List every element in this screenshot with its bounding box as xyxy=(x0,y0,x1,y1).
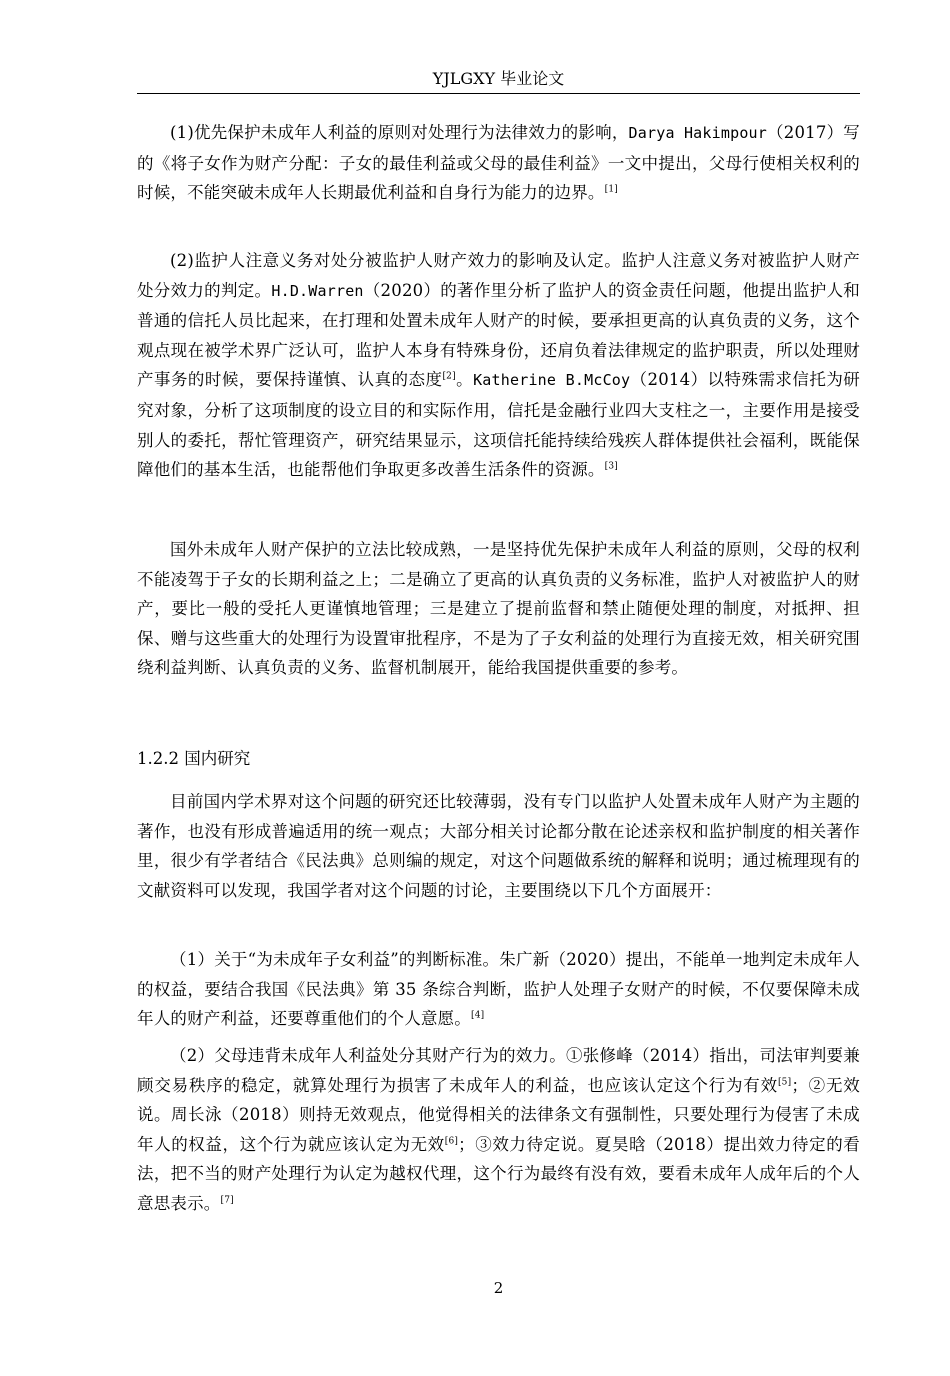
paragraph-2-text-a: (2)监护人注意义务对处分被监护人财产效力的影响及认定。监护人注意义务对被监护人财产处分效力的判定。 xyxy=(137,251,860,300)
paragraph-6-text-a: （2）父母违背未成年人利益处分其财产行为的效力。①张修峰（2014）指出，司法审判要兼顾交易秩序的稳定，就算处理行为损害了未成年人的利益，也应该认定这个行为有效 xyxy=(137,1046,860,1095)
page-number: 2 xyxy=(493,1279,504,1297)
citation-ref-4[interactable]: [4] xyxy=(471,1010,485,1021)
author-name-hakimpour: Darya Hakimpour xyxy=(628,124,768,142)
citation-ref-7[interactable]: [7] xyxy=(220,1195,234,1206)
paragraph-2-text-d: （2014）以特殊需求信托为研究对象，分析了这项制度的设立目的和实际作用，信托是金融行业四大支柱之一，主要作用是接受别人的委托，帮忙管理资产，研究结果显示，这项信托能持续给残疾人群体提供社会福利，既能保障他们的基本生活，也能帮他们争取更多改善生活条件的资源。 xyxy=(137,370,860,480)
header-divider xyxy=(137,93,860,94)
paragraph-5-text: （1）关于“为未成年子女利益”的判断标准。朱广新（2020）提出，不能单一地判定未成年人的权益，要结合我国《民法典》第 35 条综合判断，监护人处理子女财产的时候，不仅要保障未成年人的财产利益，还要尊重他们的个人意愿。 xyxy=(137,950,860,1029)
running-header: YJLGXY 毕业论文 xyxy=(432,69,565,88)
paragraph-1 xyxy=(137,118,860,208)
paragraph-6-text-b: ；②无效说。周长泳（2018）则持无效观点，他觉得相关的法律条文有强制性，只要处理行为侵害了未成年人的权益，这个行为就应该认定为无效 xyxy=(137,1075,860,1154)
paragraph-3: 国外未成年人财产保护的立法比较成熟，一是坚持优先保护未成年人利益的原则，父母的权利不能凌驾于子女的长期利益之上；二是确立了更高的认真负责的义务标准，监护人对被监护人的财产，要比一般的受托人更谨慎地管理；三是建立了提前监督和禁止随便处理的制度，对抵押、担保、赠与这些重大的处理行为设置审批程序，不是为了子女利益的处理行为直接无效，相关研究围绕利益判断、认真负责的义务、监督机制展开，能给我国提供重要的参考。 xyxy=(137,540,860,678)
citation-ref-5[interactable]: [5] xyxy=(777,1077,792,1088)
citation-ref-6[interactable]: [6] xyxy=(444,1136,459,1147)
author-name-warren: H.D.Warren xyxy=(271,281,364,300)
section-heading-domestic-research: 1.2.2 国内研究 xyxy=(137,749,251,768)
citation-ref-1[interactable]: [1] xyxy=(604,184,618,195)
paragraph-5 xyxy=(137,945,860,1034)
paragraph-1-text-b: （2017）写的《将子女作为财产分配：子女的最佳利益或父母的最佳利益》一文中提出，父母行使相关权利的时候，不能突破未成年人长期最优利益和自身行为能力的边界。 xyxy=(137,123,860,203)
paragraph-4: 目前国内学术界对这个问题的研究还比较薄弱，没有专门以监护人处置未成年人财产为主题的著作，也没有形成普遍适用的统一观点；大部分相关讨论都分散在论述亲权和监护制度的相关著作里，很少有学者结合《民法典》总则编的规定，对这个问题做系统的解释和说明；通过梳理现有的文献资料可以发现，我国学者对这个问题的讨论，主要围绕以下几个方面展开： xyxy=(137,792,860,900)
citation-ref-3[interactable]: [3] xyxy=(604,461,618,472)
citation-ref-2[interactable]: [2] xyxy=(442,371,456,382)
author-name-mccoy: Katherine B.McCoy xyxy=(473,371,631,390)
paragraph-6 xyxy=(137,1041,860,1219)
paragraph-2 xyxy=(137,246,860,485)
paragraph-2-text-b: （2020）的著作里分析了监护人的资金责任问题，他提出监护人和普通的信托人员比起来，在打理和处置未成年人财产的时候，要承担更高的认真负责的义务，这个观点现在被学术界广泛认可，监护人本身有特殊身份，还肩负着法律规定的监护职责，所以处理财产事务的时候，要保持谨慎、认真的态度 xyxy=(137,280,860,390)
paragraph-6-text-c: ；③效力待定说。夏昊晗（2018）提出效力待定的看法，把不当的财产处理行为认定为越权代理，这个行为最终有没有效，要看未成年人成年后的个人意思表示。 xyxy=(137,1134,860,1213)
paragraph-2-text-c: 。 xyxy=(455,370,474,390)
paragraph-1-text-a: (1)优先保护未成年人利益的原则对处理行为法律效力的影响， xyxy=(170,123,629,142)
